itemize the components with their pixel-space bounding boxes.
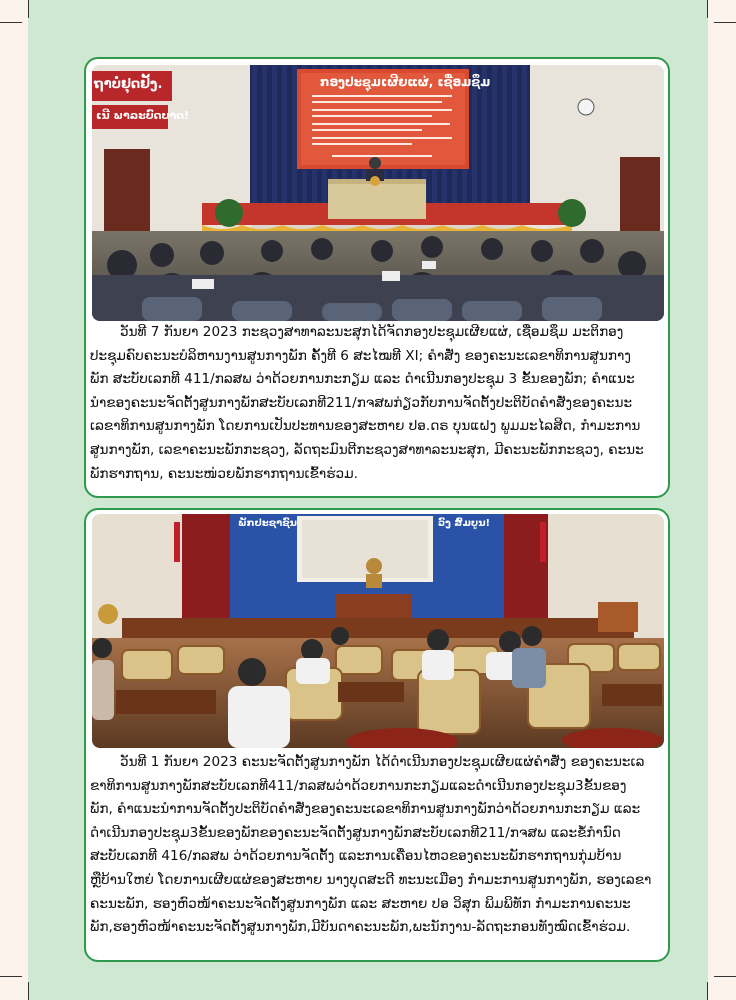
news-card-1 bbox=[84, 57, 670, 498]
caption-line: ວັນທີ 1 ກັນຍາ 2023 ຄະນະຈັດຕັ້ງສູນກາງພັກ ໄດ້ດຳເນີນກອງປະຊຸມເຜີຍແຜ່ຄຳສັ່ງ ຂອງຄະນະເລ bbox=[120, 754, 645, 770]
backdrop-text-right: ວົງ ສົມບູນ! bbox=[438, 518, 491, 529]
caption-line: ນຳຂອງຄະນະຈັດຕັ້ງສູນກາງພັກສະບັບເລກທີ211/ກຈສພກ່ຽວກັບການຈັດຕັ້ງປະຕິບັດຄຳສັ່ງຂອງຄະນະ bbox=[90, 394, 633, 411]
caption-line: ຫຼືບ້ານໃຫຍ່ ໂດຍການເຜີຍແຜ່ຂອງສະຫາຍ ນາງບຸດສະດີ ທະນະເມືອງ ກຳມະການສູນກາງພັກ, ຮອງເລຂາ bbox=[90, 871, 652, 888]
crop-mark bbox=[28, 0, 29, 18]
caption-line: ດຳເນີນກອງປະຊຸມ3ຂັ້ນຂອງພັກຂອງຄະນະຈັດຕັ້ງສູນກາງພັກສະບັບເລກທີ211/ກຈສພ ແລະຂໍ້ກຳນົດ bbox=[90, 824, 621, 841]
right-page-trim bbox=[708, 0, 736, 1000]
caption-2 bbox=[90, 751, 664, 940]
slide-title: ກອງປະຊຸມເຜີຍແຜ່, ເຊື່ອມຊຶມ bbox=[320, 75, 491, 89]
crop-mark bbox=[28, 982, 29, 1000]
caption-line: ສະບັບເລກທີ 416/ກລສພ ວ່າດ້ວຍການຈັດຕັ້ງ ແລະການເຄື່ອນໄຫວຂອງຄະນະພັກຮາກຖານກຸ່ມບ້ານ bbox=[90, 848, 622, 865]
backdrop-text-left: ພັກປະຊາຊົນ bbox=[238, 518, 297, 529]
caption-line: ປະຊຸມຄົບຄະນະບໍລິຫານງານສູນກາງພັກ ຄັ້ງທີ 6 ສະໄໝທີ XI; ຄຳສັ່ງ ຂອງຄະນະເລຂາທິການສູນກາງ bbox=[90, 347, 631, 364]
crop-mark bbox=[714, 976, 736, 977]
banner-text-left-2: ເນີ ພາລະບົດບາດ! bbox=[96, 109, 190, 122]
caption-line: ພັກ,ຮອງຫົວໜ້າຄະນະຈັດຕັ້ງສູນກາງພັກ,ມີບັນດາຄະນະພັກ,ພະນັກງານ-ລັດຖະກອນທັງໝົດເຂົ້າຮ່ວມ. bbox=[90, 919, 631, 936]
caption-line: ພັກ ສະບັບເລກທີ 411/ກລສພ ວ່າດ້ວຍການກະກຽມ ແລະ ດຳເນີນກອງປະຊຸມ 3 ຂັ້ນຂອງພັກ; ຄຳແນະ bbox=[90, 371, 635, 388]
caption-line: ຄະນະພັກ, ຮອງຫົວໜ້າຄະນະຈັດຕັ້ງສູນກາງພັກ ແລະ ສະຫາຍ ປອ ວິສຸກ ພິມພິທັກ ກຳມະການຄະນະ bbox=[90, 895, 631, 912]
caption-line: ພັກຮາກຖານ, ຄະນະໜ່ວຍພັກຮາກຖານເຂົ້າຮ່ວມ. bbox=[90, 465, 358, 482]
caption-line: ສູນກາງພັກ, ເລຂາຄະນະພັກກະຊວງ, ລັດຖະມົນຕີກະຊວງສາທາລະນະສຸກ, ມີຄະນະພັກກະຊວງ, ຄະນະ bbox=[90, 441, 644, 458]
crop-mark bbox=[0, 22, 22, 23]
meeting-photo-1 bbox=[92, 65, 664, 321]
caption-1 bbox=[90, 321, 664, 486]
crop-mark bbox=[714, 22, 736, 23]
news-card-2 bbox=[84, 508, 670, 962]
caption-line: ຂາທິການສູນກາງພັກສະບັບເລກທີ411/ກລສພວ່າດ້ວຍການກະກຽມແລະດຳເນີນກອງປະຊຸມ3ຂັ້ນຂອງ bbox=[90, 777, 627, 794]
crop-mark bbox=[707, 0, 708, 18]
caption-line: ວັນທີ 7 ກັນຍາ 2023 ກະຊວງສາທາລະນະສຸກໄດ້ຈັດກອງປະຊຸມເຜີຍແຜ່, ເຊື່ອມຊຶມ ມະຕິກອງ bbox=[120, 324, 624, 340]
caption-line: ພັກ, ຄຳແນະນຳການຈັດຕັ້ງປະຕິບັດຄຳສັ່ງຂອງຄະນະເລຂາທິການສູນກາງພັກວ່າດ້ວຍການກະກຽມ ແລະ bbox=[90, 801, 641, 818]
caption-line: ເລຂາທິການສູນກາງພັກ ໂດຍການເປັນປະທານຂອງສະຫາຍ ປອ.ດຣ ບຸນແຝງ ພູມມະໄລສິດ, ກຳມະການ bbox=[90, 418, 641, 435]
left-page-trim bbox=[0, 0, 28, 1000]
banner-text-left: ຖາບໍ່ຢຸດຢັ້ງ. bbox=[94, 77, 163, 92]
meeting-photo-2 bbox=[92, 514, 664, 748]
crop-mark bbox=[707, 982, 708, 1000]
crop-mark bbox=[0, 976, 22, 977]
